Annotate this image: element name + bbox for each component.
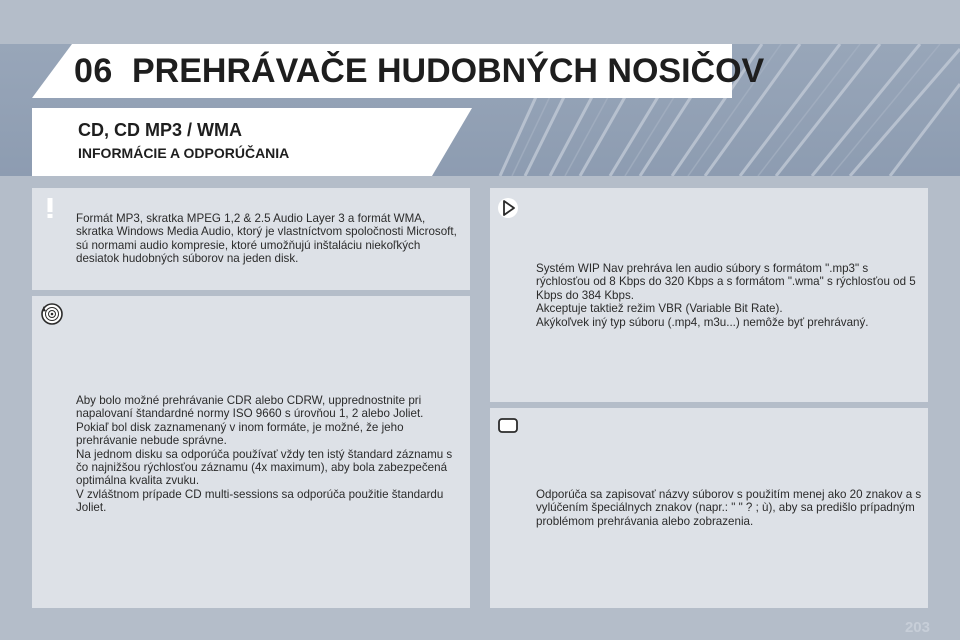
exclamation-icon	[38, 196, 62, 220]
disc-text: Aby bolo možné prehrávanie CDR alebo CDRW, upprednostnite pri napalovaní štandardné normy ISO 9660 s úrovňou 1, 2 alebo Joliet. Pokiaľ bol disk zaznamenaný v inom formáte, je možné, že jeho prehrávanie nebude správne. Na jednom disku sa odporúča používať vždy ten istý štandard záznamu s čo najnižšou rýchlosťou záznamu (4x maximum), aby bola zabezpečená optimálna kvalita zvuku. V zvláštnom prípade CD multi-sessions sa odporúča použitie štandardu Joliet.	[76, 394, 453, 515]
disc-panel	[32, 296, 470, 608]
play-text: Systém WIP Nav prehráva len audio súbory s formátom ".mp3" s rýchlosťou od 8 Kbps do 320 Kbps a s formátom ".wma" s rýchlosťou od 5 Kbps do 384 Kbps. Akceptuje taktiež režim VBR (Variable Bit Rate). Akýkoľvek iný typ súboru (.mp4, m3u...) nemôže byť prehrávaný.	[536, 262, 916, 329]
page-number: 203	[904, 619, 930, 636]
play-triangle-icon	[496, 196, 520, 220]
warning-text: Formát MP3, skratka MPEG 1,2 & 2.5 Audio Layer 3 a formát WMA, skratka Windows Media Audio, ktorý je vlastníctvom spoločnosti Microsoft, sú normami audio kompresie, ktoré umožňujú inštaláciu niekoľkých desiatok hudobných súborov na jeden disk.	[76, 212, 457, 266]
page-title: PREHRÁVAČE HUDOBNÝCH NOSIČOV	[132, 52, 765, 90]
play-panel	[490, 188, 928, 402]
note-text: Odporúča sa zapisovať názvy súborov s použitím menej ako 20 znakov a s vylúčením špeciálnych znakov (napr.: " " ? ; ù), aby sa predišlo prípadným problémom prehrávania alebo zobrazenia.	[536, 488, 922, 528]
section-title: CD, CD MP3 / WMA	[78, 120, 242, 140]
section-bar	[32, 108, 472, 176]
cd-disc-icon	[40, 302, 64, 326]
speech-bubble-icon	[496, 414, 520, 438]
note-panel	[490, 408, 928, 608]
section-subtitle: INFORMÁCIE A ODPORÚČANIA	[78, 145, 290, 161]
chapter-number: 06	[74, 52, 113, 90]
warning-panel	[32, 188, 470, 290]
